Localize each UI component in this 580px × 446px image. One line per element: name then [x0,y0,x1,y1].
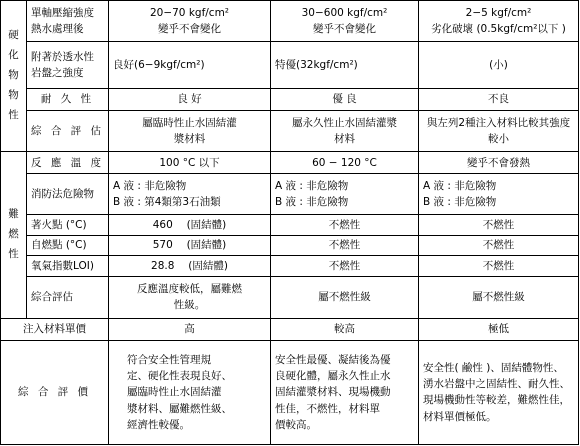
cell-ignition-1: 460 (固結體) [109,215,271,235]
row-label-oxygen-index: 氧氣指數LOI) [27,256,109,276]
cell-reaction-3: 變乎不會發熱 [419,152,579,174]
row-label-self-ignition-point: 自燃點 (°C) [27,235,109,255]
cell-fire-law-3: A 液 : 非危險物 B 液 : 非危險物 [419,174,579,215]
cell-hard-summary-2: 屬永久性止水固結灌漿 材料 [271,111,419,152]
row-label-ignition-point: 著火點 (°C) [27,215,109,235]
row-label-reaction-temperature: 反 應 溫 度 [27,152,109,174]
row-unit-price [1,319,579,340]
cell-self-ignition-1: 570 (固結體) [109,235,271,255]
cell-overall-3: 安全性( 鹼性 )、固結體物性、 湧水岩盤中之固結性、耐久性、 現場機動性等較差，難燃性佳， 材料單價極低。 [419,340,579,444]
cell-price-2: 較高 [271,319,419,340]
cell-rock-2: 特優(32kgf/cm²) [271,41,419,88]
cell-price-3: 極低 [419,319,579,340]
cell-fire-summary-2: 屬不燃性級 [271,276,419,319]
cell-overall-2: 安全性最優、凝結後為優 良硬化體，屬永久性止水 固結灌漿材料、現場機動 性佳，不燃性，材料單 價較高。 [271,340,419,444]
cell-durability-1: 良 好 [109,88,271,110]
row-flammability-summary [1,276,579,319]
cell-compress-2: 30−600 kgf/cm² 變乎不會變化 [271,1,419,42]
row-rock-adhesion [1,41,579,88]
row-label-compressive-strength: 單軸壓縮強度 熱水處理後 [27,1,109,42]
row-label-unit-price: 注入材料單價 [1,319,109,340]
cell-fire-summary-3: 屬不燃性級 [419,276,579,319]
cell-oxygen-2: 不燃性 [271,256,419,276]
row-label-durability: 耐 久 性 [27,88,109,110]
row-overall-evaluation [1,340,579,444]
cell-ignition-3: 不燃性 [419,215,579,235]
cell-oxygen-3: 不燃性 [419,256,579,276]
cell-oxygen-1: 28.8 (固結體) [109,256,271,276]
row-reaction-temperature [1,152,579,174]
cell-hard-summary-1: 屬臨時性止水固結灌 漿材料 [109,111,271,152]
cell-reaction-1: 100 °C 以下 [109,152,271,174]
group-label-flammability: 難 燃 性 [1,152,27,319]
row-compressive-strength [1,1,579,42]
row-durability [1,88,579,110]
cell-fire-law-1: A 液 : 非危險物 B 液 : 第4類第3石油類 [109,174,271,215]
row-label-hardening-summary: 綜 合 評 估 [27,111,109,152]
cell-fire-summary-1: 反應溫度較低，屬難燃 性級。 [109,276,271,319]
cell-ignition-2: 不燃性 [271,215,419,235]
row-label-fire-law: 消防法危險物 [27,174,109,215]
cell-rock-3: (小) [419,41,579,88]
group-label-hardening: 硬 化 物 物 性 [1,1,27,152]
cell-fire-law-2: A 液 : 非危險物 B 液 : 非危險物 [271,174,419,215]
cell-durability-3: 不良 [419,88,579,110]
cell-rock-1: 良好(6−9kgf/cm²) [109,41,271,88]
row-ignition-point [1,215,579,235]
cell-durability-2: 優 良 [271,88,419,110]
row-hardening-summary [1,111,579,152]
row-fire-law [1,174,579,215]
cell-compress-3: 2−5 kgf/cm² 劣化破壞 (0.5kgf/cm²以下 ) [419,1,579,42]
row-oxygen-index [1,256,579,276]
cell-self-ignition-2: 不燃性 [271,235,419,255]
cell-price-1: 高 [109,319,271,340]
row-self-ignition-point [1,235,579,255]
row-label-flammability-summary: 綜合評估 [27,276,109,319]
row-label-overall-evaluation: 綜 合 評 價 [1,340,109,444]
cell-self-ignition-3: 不燃性 [419,235,579,255]
cell-overall-1: 符合安全性管理規 定、硬化性表現良好、 屬臨時性止水固結灌 漿材料、屬難燃性級、 經濟性較優。 [109,340,271,444]
cell-compress-1: 20−70 kgf/cm² 變乎不會變化 [109,1,271,42]
cell-reaction-2: 60 − 120 °C [271,152,419,174]
cell-hard-summary-3: 與左列2種注入材料比較其強度 較小 [419,111,579,152]
row-label-rock-adhesion: 附著於透水性 岩盤之強度 [27,41,109,88]
